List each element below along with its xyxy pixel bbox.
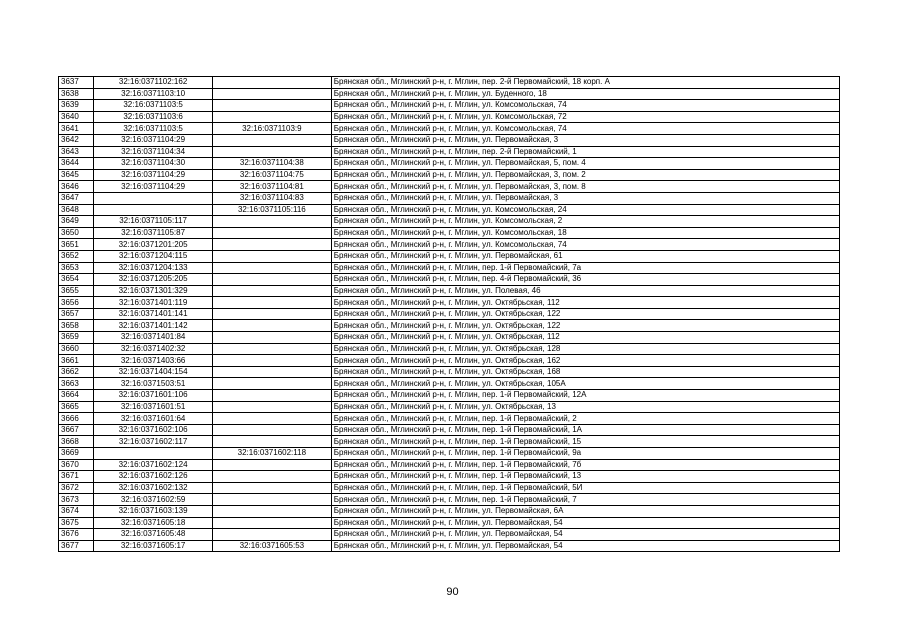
table-row (59, 123, 840, 135)
cadastral-number-cell: 32:16:0371401:119 (94, 297, 213, 309)
related-cadastral-number-cell: 32:16:0371104:75 (212, 169, 331, 181)
row-number-cell: 3663 (59, 378, 94, 390)
table-row (59, 285, 840, 297)
row-number-cell: 3660 (59, 343, 94, 355)
row-number-cell: 3661 (59, 355, 94, 367)
table-row (59, 204, 840, 216)
related-cadastral-number-cell (212, 424, 331, 436)
related-cadastral-number-cell (212, 378, 331, 390)
related-cadastral-number-cell: 32:16:0371605:53 (212, 540, 331, 552)
address-cell: Брянская обл., Мглинский р-н, г. Мглин, ул. Комсомольская, 74 (331, 123, 839, 135)
address-cell: Брянская обл., Мглинский р-н, г. Мглин, ул. Первомайская, 3, пом. 2 (331, 169, 839, 181)
cadastral-number-cell: 32:16:0371503:51 (94, 378, 213, 390)
address-cell: Брянская обл., Мглинский р-н, г. Мглин, ул. Первомайская, 6А (331, 505, 839, 517)
row-number-cell: 3664 (59, 390, 94, 402)
cadastral-number-cell: 32:16:0371104:29 (94, 181, 213, 193)
cadastral-number-cell: 32:16:0371105:87 (94, 227, 213, 239)
table-row (59, 366, 840, 378)
table-row (59, 378, 840, 390)
row-number-cell: 3639 (59, 100, 94, 112)
related-cadastral-number-cell (212, 320, 331, 332)
row-number-cell: 3670 (59, 459, 94, 471)
cadastral-number-cell: 32:16:0371103:5 (94, 123, 213, 135)
related-cadastral-number-cell (212, 413, 331, 425)
registry-table (58, 76, 840, 552)
cadastral-number-cell: 32:16:0371605:48 (94, 529, 213, 541)
row-number-cell: 3642 (59, 134, 94, 146)
table-row (59, 332, 840, 344)
address-cell: Брянская обл., Мглинский р-н, г. Мглин, ул. Первомайская, 54 (331, 540, 839, 552)
row-number-cell: 3676 (59, 529, 94, 541)
table-row (59, 448, 840, 460)
related-cadastral-number-cell: 32:16:0371103:9 (212, 123, 331, 135)
cadastral-number-cell: 32:16:0371104:29 (94, 134, 213, 146)
row-number-cell: 3653 (59, 262, 94, 274)
address-cell: Брянская обл., Мглинский р-н, г. Мглин, ул. Первомайская, 3 (331, 192, 839, 204)
row-number-cell: 3666 (59, 413, 94, 425)
address-cell: Брянская обл., Мглинский р-н, г. Мглин, пер. 2-й Первомайский, 18 корп. А (331, 77, 839, 89)
table-row (59, 320, 840, 332)
cadastral-number-cell: 32:16:0371104:30 (94, 158, 213, 170)
page-number: 90 (446, 586, 459, 598)
related-cadastral-number-cell (212, 308, 331, 320)
table-row (59, 146, 840, 158)
table-row (59, 494, 840, 506)
row-number-cell: 3668 (59, 436, 94, 448)
address-cell: Брянская обл., Мглинский р-н, г. Мглин, пер. 1-й Первомайский, 7а (331, 262, 839, 274)
related-cadastral-number-cell (212, 88, 331, 100)
address-cell: Брянская обл., Мглинский р-н, г. Мглин, ул. Октябрьская, 13 (331, 401, 839, 413)
address-cell: Брянская обл., Мглинский р-н, г. Мглин, пер. 1-й Первомайский, 12А (331, 390, 839, 402)
row-number-cell: 3646 (59, 181, 94, 193)
cadastral-number-cell: 32:16:0371103:6 (94, 111, 213, 123)
row-number-cell: 3673 (59, 494, 94, 506)
cadastral-number-cell: 32:16:0371602:59 (94, 494, 213, 506)
cadastral-number-cell: 32:16:0371403:66 (94, 355, 213, 367)
related-cadastral-number-cell: 32:16:0371105:116 (212, 204, 331, 216)
cadastral-number-cell: 32:16:0371103:10 (94, 88, 213, 100)
table-row (59, 401, 840, 413)
related-cadastral-number-cell (212, 332, 331, 344)
related-cadastral-number-cell (212, 517, 331, 529)
address-cell: Брянская обл., Мглинский р-н, г. Мглин, пер. 1-й Первомайский, 1А (331, 424, 839, 436)
related-cadastral-number-cell (212, 390, 331, 402)
related-cadastral-number-cell (212, 100, 331, 112)
row-number-cell: 3654 (59, 274, 94, 286)
table-row (59, 471, 840, 483)
cadastral-number-cell: 32:16:0371602:106 (94, 424, 213, 436)
address-cell: Брянская обл., Мглинский р-н, г. Мглин, ул. Полевая, 46 (331, 285, 839, 297)
address-cell: Брянская обл., Мглинский р-н, г. Мглин, пер. 1-й Первомайский, 2 (331, 413, 839, 425)
address-cell: Брянская обл., Мглинский р-н, г. Мглин, пер. 1-й Первомайский, 13 (331, 471, 839, 483)
row-number-cell: 3638 (59, 88, 94, 100)
registry-table-body (59, 77, 840, 552)
related-cadastral-number-cell (212, 227, 331, 239)
cadastral-number-cell: 32:16:0371603:139 (94, 505, 213, 517)
table-row (59, 308, 840, 320)
related-cadastral-number-cell (212, 250, 331, 262)
cadastral-number-cell: 32:16:0371103:5 (94, 100, 213, 112)
table-row (59, 540, 840, 552)
cadastral-number-cell: 32:16:0371404:154 (94, 366, 213, 378)
table-row (59, 158, 840, 170)
related-cadastral-number-cell (212, 239, 331, 251)
cadastral-number-cell: 32:16:0371205:205 (94, 274, 213, 286)
related-cadastral-number-cell (212, 146, 331, 158)
table-row (59, 436, 840, 448)
address-cell: Брянская обл., Мглинский р-н, г. Мглин, ул. Комсомольская, 74 (331, 239, 839, 251)
address-cell: Брянская обл., Мглинский р-н, г. Мглин, ул. Первомайская, 3 (331, 134, 839, 146)
row-number-cell: 3677 (59, 540, 94, 552)
table-row (59, 192, 840, 204)
row-number-cell: 3662 (59, 366, 94, 378)
table-row (59, 169, 840, 181)
related-cadastral-number-cell (212, 401, 331, 413)
row-number-cell: 3672 (59, 482, 94, 494)
related-cadastral-number-cell (212, 216, 331, 228)
cadastral-number-cell: 32:16:0371602:117 (94, 436, 213, 448)
address-cell: Брянская обл., Мглинский р-н, г. Мглин, ул. Комсомольская, 74 (331, 100, 839, 112)
table-row (59, 77, 840, 89)
related-cadastral-number-cell (212, 494, 331, 506)
cadastral-number-cell: 32:16:0371601:106 (94, 390, 213, 402)
row-number-cell: 3667 (59, 424, 94, 436)
address-cell: Брянская обл., Мглинский р-н, г. Мглин, ул. Октябрьская, 128 (331, 343, 839, 355)
table-row (59, 517, 840, 529)
address-cell: Брянская обл., Мглинский р-н, г. Мглин, пер. 1-й Первомайский, 5И (331, 482, 839, 494)
row-number-cell: 3645 (59, 169, 94, 181)
address-cell: Брянская обл., Мглинский р-н, г. Мглин, ул. Первомайская, 5, пом. 4 (331, 158, 839, 170)
address-cell: Брянская обл., Мглинский р-н, г. Мглин, пер. 1-й Первомайский, 15 (331, 436, 839, 448)
address-cell: Брянская обл., Мглинский р-н, г. Мглин, ул. Буденного, 18 (331, 88, 839, 100)
cadastral-number-cell: 32:16:0371602:126 (94, 471, 213, 483)
table-row (59, 250, 840, 262)
address-cell: Брянская обл., Мглинский р-н, г. Мглин, ул. Октябрьская, 112 (331, 297, 839, 309)
row-number-cell: 3655 (59, 285, 94, 297)
related-cadastral-number-cell (212, 77, 331, 89)
address-cell: Брянская обл., Мглинский р-н, г. Мглин, ул. Октябрьская, 105А (331, 378, 839, 390)
address-cell: Брянская обл., Мглинский р-н, г. Мглин, пер. 1-й Первомайский, 7б (331, 459, 839, 471)
address-cell: Брянская обл., Мглинский р-н, г. Мглин, ул. Октябрьская, 168 (331, 366, 839, 378)
table-row (59, 88, 840, 100)
row-number-cell: 3659 (59, 332, 94, 344)
row-number-cell: 3674 (59, 505, 94, 517)
row-number-cell: 3637 (59, 77, 94, 89)
address-cell: Брянская обл., Мглинский р-н, г. Мглин, ул. Октябрьская, 162 (331, 355, 839, 367)
table-row (59, 274, 840, 286)
address-cell: Брянская обл., Мглинский р-н, г. Мглин, ул. Комсомольская, 18 (331, 227, 839, 239)
table-row (59, 413, 840, 425)
related-cadastral-number-cell: 32:16:0371104:81 (212, 181, 331, 193)
table-row (59, 262, 840, 274)
address-cell: Брянская обл., Мглинский р-н, г. Мглин, ул. Октябрьская, 122 (331, 308, 839, 320)
table-row (59, 482, 840, 494)
cadastral-number-cell: 32:16:0371402:32 (94, 343, 213, 355)
address-cell: Брянская обл., Мглинский р-н, г. Мглин, ул. Комсомольская, 24 (331, 204, 839, 216)
row-number-cell: 3644 (59, 158, 94, 170)
table-row (59, 343, 840, 355)
related-cadastral-number-cell (212, 274, 331, 286)
row-number-cell: 3675 (59, 517, 94, 529)
table-row (59, 529, 840, 541)
cadastral-number-cell: 32:16:0371401:142 (94, 320, 213, 332)
row-number-cell: 3665 (59, 401, 94, 413)
related-cadastral-number-cell: 32:16:0371104:83 (212, 192, 331, 204)
cadastral-number-cell: 32:16:0371601:51 (94, 401, 213, 413)
address-cell: Брянская обл., Мглинский р-н, г. Мглин, ул. Комсомольская, 72 (331, 111, 839, 123)
address-cell: Брянская обл., Мглинский р-н, г. Мглин, ул. Комсомольская, 2 (331, 216, 839, 228)
cadastral-number-cell: 32:16:0371204:133 (94, 262, 213, 274)
row-number-cell: 3647 (59, 192, 94, 204)
related-cadastral-number-cell (212, 505, 331, 517)
cadastral-number-cell: 32:16:0371201:205 (94, 239, 213, 251)
row-number-cell: 3671 (59, 471, 94, 483)
cadastral-number-cell: 32:16:0371605:17 (94, 540, 213, 552)
row-number-cell: 3657 (59, 308, 94, 320)
related-cadastral-number-cell (212, 366, 331, 378)
related-cadastral-number-cell (212, 262, 331, 274)
address-cell: Брянская обл., Мглинский р-н, г. Мглин, ул. Первомайская, 3, пом. 8 (331, 181, 839, 193)
address-cell: Брянская обл., Мглинский р-н, г. Мглин, пер. 2-й Первомайский, 1 (331, 146, 839, 158)
row-number-cell: 3652 (59, 250, 94, 262)
related-cadastral-number-cell (212, 436, 331, 448)
address-cell: Брянская обл., Мглинский р-н, г. Мглин, ул. Первомайская, 61 (331, 250, 839, 262)
related-cadastral-number-cell: 32:16:0371602:118 (212, 448, 331, 460)
cadastral-number-cell (94, 192, 213, 204)
table-row (59, 355, 840, 367)
related-cadastral-number-cell (212, 285, 331, 297)
cadastral-number-cell: 32:16:0371104:34 (94, 146, 213, 158)
row-number-cell: 3669 (59, 448, 94, 460)
related-cadastral-number-cell (212, 297, 331, 309)
related-cadastral-number-cell (212, 459, 331, 471)
cadastral-number-cell (94, 448, 213, 460)
cadastral-number-cell: 32:16:0371204:115 (94, 250, 213, 262)
row-number-cell: 3640 (59, 111, 94, 123)
cadastral-number-cell: 32:16:0371102:162 (94, 77, 213, 89)
related-cadastral-number-cell (212, 482, 331, 494)
related-cadastral-number-cell (212, 529, 331, 541)
row-number-cell: 3656 (59, 297, 94, 309)
cadastral-number-cell: 32:16:0371602:124 (94, 459, 213, 471)
table-row (59, 227, 840, 239)
cadastral-number-cell: 32:16:0371105:117 (94, 216, 213, 228)
row-number-cell: 3650 (59, 227, 94, 239)
related-cadastral-number-cell (212, 471, 331, 483)
address-cell: Брянская обл., Мглинский р-н, г. Мглин, ул. Первомайская, 54 (331, 529, 839, 541)
related-cadastral-number-cell (212, 111, 331, 123)
address-cell: Брянская обл., Мглинский р-н, г. Мглин, пер. 1-й Первомайский, 9а (331, 448, 839, 460)
address-cell: Брянская обл., Мглинский р-н, г. Мглин, пер. 4-й Первомайский, 36 (331, 274, 839, 286)
table-row (59, 297, 840, 309)
cadastral-number-cell (94, 204, 213, 216)
cadastral-number-cell: 32:16:0371401:84 (94, 332, 213, 344)
table-row (59, 134, 840, 146)
related-cadastral-number-cell (212, 355, 331, 367)
row-number-cell: 3651 (59, 239, 94, 251)
cadastral-number-cell: 32:16:0371301:329 (94, 285, 213, 297)
address-cell: Брянская обл., Мглинский р-н, г. Мглин, ул. Первомайская, 54 (331, 517, 839, 529)
row-number-cell: 3649 (59, 216, 94, 228)
cadastral-number-cell: 32:16:0371401:141 (94, 308, 213, 320)
table-row (59, 111, 840, 123)
row-number-cell: 3648 (59, 204, 94, 216)
address-cell: Брянская обл., Мглинский р-н, г. Мглин, ул. Октябрьская, 112 (331, 332, 839, 344)
address-cell: Брянская обл., Мглинский р-н, г. Мглин, ул. Октябрьская, 122 (331, 320, 839, 332)
table-row (59, 390, 840, 402)
cadastral-number-cell: 32:16:0371104:29 (94, 169, 213, 181)
cadastral-number-cell: 32:16:0371602:132 (94, 482, 213, 494)
row-number-cell: 3643 (59, 146, 94, 158)
cadastral-number-cell: 32:16:0371605:18 (94, 517, 213, 529)
table-row (59, 100, 840, 112)
related-cadastral-number-cell: 32:16:0371104:38 (212, 158, 331, 170)
table-row (59, 505, 840, 517)
cadastral-number-cell: 32:16:0371601:64 (94, 413, 213, 425)
row-number-cell: 3641 (59, 123, 94, 135)
table-row (59, 424, 840, 436)
row-number-cell: 3658 (59, 320, 94, 332)
related-cadastral-number-cell (212, 134, 331, 146)
table-row (59, 181, 840, 193)
address-cell: Брянская обл., Мглинский р-н, г. Мглин, пер. 1-й Первомайский, 7 (331, 494, 839, 506)
table-row (59, 216, 840, 228)
table-row (59, 459, 840, 471)
table-row (59, 239, 840, 251)
related-cadastral-number-cell (212, 343, 331, 355)
